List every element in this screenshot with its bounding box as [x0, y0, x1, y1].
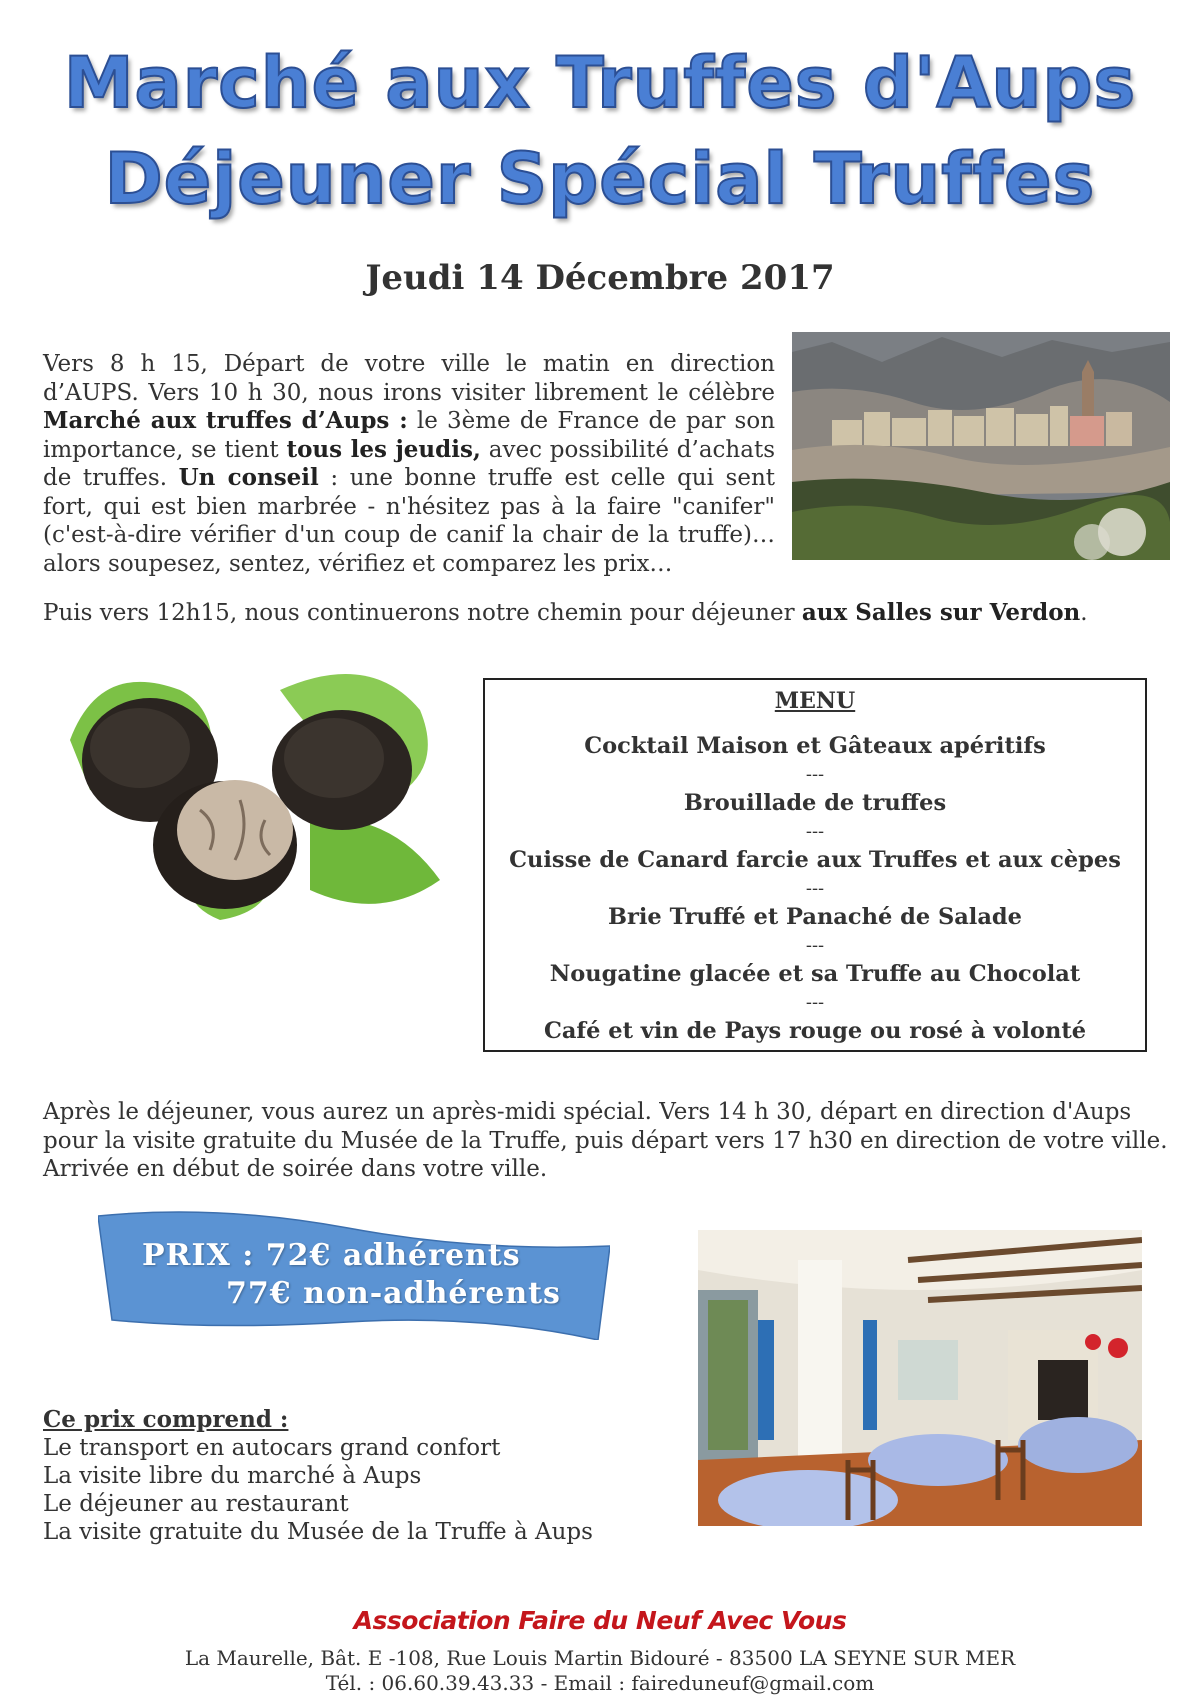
village-illustration [792, 332, 1170, 560]
menu-item: Café et vin de Pays rouge ou rosé à volonté [543, 1018, 1087, 1044]
afternoon-paragraph: Après le déjeuner, vous aurez un après-midi spécial. Vers 14 h 30, départ en direction d'Aups pour la visite gratuite du Musée de la Truffe, puis départ vers 17 h30 en direction de votre ville. Arrivée en début de soirée dans votre ville. [43, 1099, 1168, 1182]
footer-address: La Maurelle, Bât. E -108, Rue Louis Martin Bidouré - 83500 LA SEYNE SUR MER [184, 1646, 1016, 1670]
menu-item: Nougatine glacée et sa Truffe au Chocolat [549, 961, 1081, 987]
price-line-1: PRIX : 72€ adhérents [142, 1238, 521, 1273]
menu-separator: --- [805, 991, 825, 1013]
includes-heading: Ce prix comprend : [43, 1406, 289, 1433]
menu-separator: --- [805, 820, 825, 842]
truffle-illustration [50, 650, 445, 922]
menu-separator: --- [805, 934, 825, 956]
intro-bold-1: Marché aux truffes d’Aups : [43, 407, 408, 434]
menu-item: Brouillade de truffes [683, 790, 947, 816]
price-banner-shape [98, 1210, 610, 1340]
menu-item: Brie Truffé et Panaché de Salade [608, 904, 1022, 930]
includes-item: La visite libre du marché à Aups [43, 1463, 422, 1489]
event-date: Jeudi 14 Décembre 2017 [365, 258, 835, 298]
intro-text-3: avec possibilité d’achats de truffes. [43, 436, 775, 491]
truffle-photo [50, 650, 445, 922]
lunch-line [43, 599, 1163, 628]
intro-text-4: : une bonne truffe est celle qui sent fort, qui est bien marbrée - n'hésitez pas à la faire "canifer" (c'est-à-dire vérifier d'un coup de canif la chair de la truffe)… alors soupesez, sentez, vérifiez et comparez les prix… [43, 465, 776, 577]
lunch-bold: aux Salles sur Verdon [801, 599, 1081, 626]
restaurant-photo [698, 1230, 1142, 1526]
lunch-text-1: Puis vers 12h15, nous continuerons notre chemin pour déjeuner [43, 600, 802, 626]
price-banner [98, 1210, 610, 1340]
intro-text-2: le 3ème de France de par son importance, se tient [43, 408, 776, 463]
menu-heading: MENU [774, 688, 856, 714]
title-line-1: Marché aux Truffes d'Aups [63, 42, 1137, 124]
includes-item: Le transport en autocars grand confort [43, 1435, 501, 1461]
menu-separator: --- [805, 763, 825, 785]
intro-paragraph [43, 350, 775, 578]
menu-item: Cocktail Maison et Gâteaux apéritifs [584, 733, 1046, 759]
menu-separator: --- [805, 877, 825, 899]
intro-bold-3: Un conseil [178, 464, 319, 491]
price-line-2: 77€ non-adhérents [226, 1276, 561, 1311]
association-name: Association Faire du Neuf Avec Vous [353, 1606, 847, 1635]
intro-text-1: Vers 8 h 15, Départ de votre ville le matin en direction d’AUPS. Vers 10 h 30, nous irons visiter librement le célèbre [43, 351, 775, 406]
includes-item: Le déjeuner au restaurant [43, 1491, 349, 1517]
menu-item: Cuisse de Canard farcie aux Truffes et aux cèpes [509, 847, 1121, 873]
restaurant-illustration [698, 1230, 1142, 1526]
title-line-2: Déjeuner Spécial Truffes [104, 138, 1096, 220]
includes-item: La visite gratuite du Musée de la Truffe à Aups [43, 1519, 593, 1545]
intro-bold-2: tous les jeudis, [286, 435, 481, 463]
menu-box [483, 678, 1147, 1052]
footer-contact: Tél. : 06.60.39.43.33 - Email : faireduneuf@gmail.com [325, 1671, 875, 1695]
lunch-text-2: . [1080, 600, 1088, 626]
village-photo [792, 332, 1170, 560]
